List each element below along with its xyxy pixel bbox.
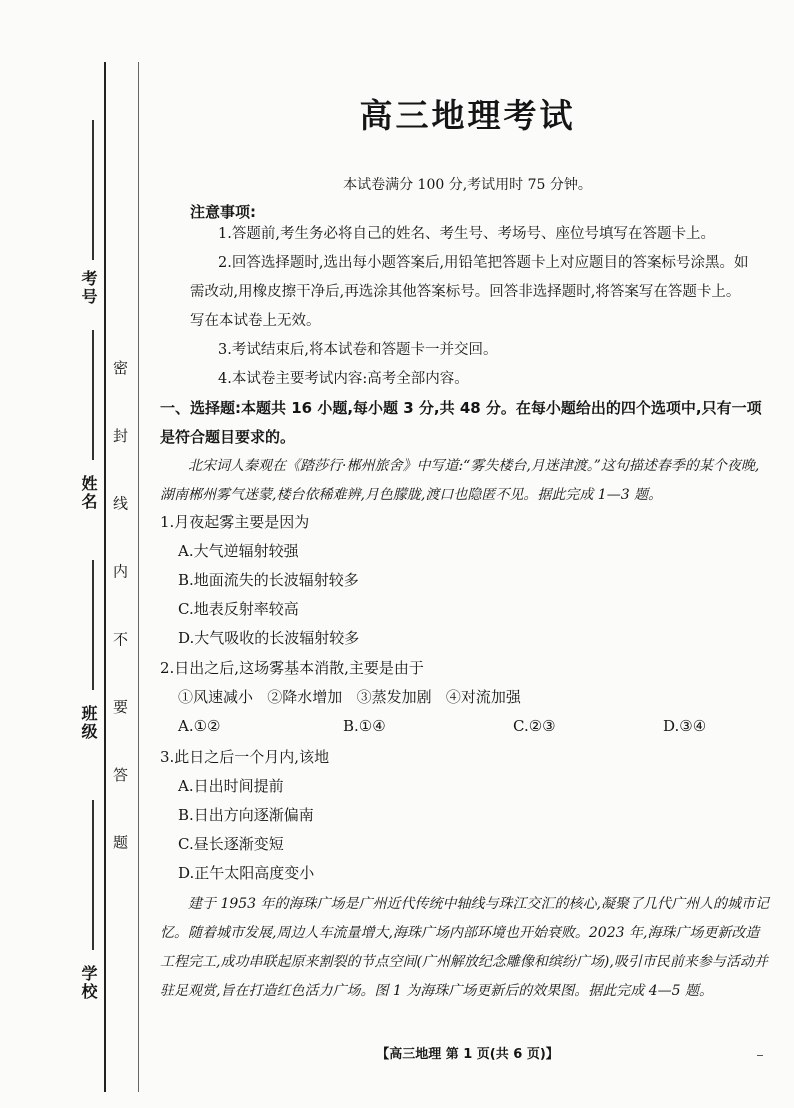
question-2 (160, 654, 772, 741)
seal-line-notice: 密 封 线 内 不 要 答 题 (111, 360, 129, 874)
school-fill-line (92, 800, 94, 950)
question-1-option-c: C.地表反射率较高 (178, 600, 299, 618)
question-1-option-a: A.大气逆辐射较强 (178, 542, 299, 560)
class-fill-line (92, 560, 94, 690)
question-1-option-b: B.地面流失的长波辐射较多 (178, 571, 359, 589)
question-3-option-a: A.日出时间提前 (178, 777, 284, 795)
question-1 (160, 508, 772, 653)
question-2-option-a: A.①② (178, 717, 221, 735)
passage-2: 建于 1953 年的海珠广场是广州近代传统中轴线与珠江交汇的核心,凝聚了几代广州人的城市记忆。随着城市发展,周边人车流量增大,海珠广场内部环境也开始衰败。2023 年,海珠广场更新改造工程完工,成功串联起原来割裂的节点空间(广州解放纪念雕像和缤纷广场),吸引市民前来参与活动并驻足观赏,旨在打造红色活力广场。图 1 为海珠广场更新后的效果图。据此完成 4—5 题。 (160, 896, 769, 999)
notice-item: 1.答题前,考生务必将自己的姓名、考生号、考场号、座位号填写在答题卡上。 (218, 226, 715, 242)
question-2-option-b: B.①④ (343, 717, 386, 735)
exam-subtitle: 本试卷满分 100 分,考试用时 75 分钟。 (343, 177, 592, 193)
name-label: 姓名 (79, 475, 98, 511)
notice-item: 3.考试结束后,将本试卷和答题卡一并交回。 (218, 342, 498, 358)
notice-list (190, 220, 750, 394)
footer-mark (757, 1055, 763, 1056)
class-label: 班级 (79, 705, 98, 741)
notice-item: 4.本试卷主要考试内容:高考全部内容。 (218, 371, 469, 387)
question-3 (160, 743, 772, 888)
question-3-option-c: C.昼长逐渐变短 (178, 835, 284, 853)
exam-no-fill-line (92, 120, 94, 260)
question-3-option-b: B.日出方向逐渐偏南 (178, 806, 314, 824)
question-2-stem: 2.日出之后,这场雾基本消散,主要是由于 (160, 659, 424, 677)
exam-title: 高三地理考试 (359, 96, 576, 135)
question-2-items: ①风速减小 ②降水增加 ③蒸发加剧 ④对流加强 (178, 688, 521, 706)
notice-heading: 注意事项: (190, 203, 256, 221)
school-label: 学校 (79, 965, 98, 1001)
question-1-stem: 1.月夜起雾主要是因为 (160, 513, 310, 531)
question-2-options (160, 712, 772, 741)
name-fill-line (92, 330, 94, 460)
question-1-option-d: D.大气吸收的长波辐射较多 (178, 629, 360, 647)
margin-outer-line (104, 62, 106, 1092)
exam-no-label: 考号 (79, 270, 98, 306)
page-footer: 【高三地理 第 1 页(共 6 页)】 (376, 1047, 559, 1062)
question-3-stem: 3.此日之后一个月内,该地 (160, 748, 330, 766)
passage-1: 北宋词人秦观在《踏莎行·郴州旅舍》中写道:“雾失楼台,月迷津渡。”这句描述春季的某个夜晚,湖南郴州雾气迷蒙,楼台依稀难辨,月色朦胧,渡口也隐匿不见。据此完成 1—3 题。 (160, 458, 760, 503)
margin-inner-line (138, 62, 139, 1092)
notice-item: 2.回答选择题时,选出每小题答案后,用铅笔把答题卡上对应题目的答案标号涂黑。如需改动,用橡皮擦干净后,再选涂其他答案标号。回答非选择题时,将答案写在答题卡上。写在本试卷上无效。 (190, 255, 749, 329)
section-1-title: 一、选择题:本题共 16 小题,每小题 3 分,共 48 分。在每小题给出的四个选项中,只有一项是符合题目要求的。 (160, 399, 762, 446)
question-3-option-d: D.正午太阳高度变小 (178, 864, 315, 882)
question-2-option-c: C.②③ (513, 717, 556, 735)
binding-margin (0, 0, 145, 1108)
question-2-option-d: D.③④ (663, 717, 707, 735)
